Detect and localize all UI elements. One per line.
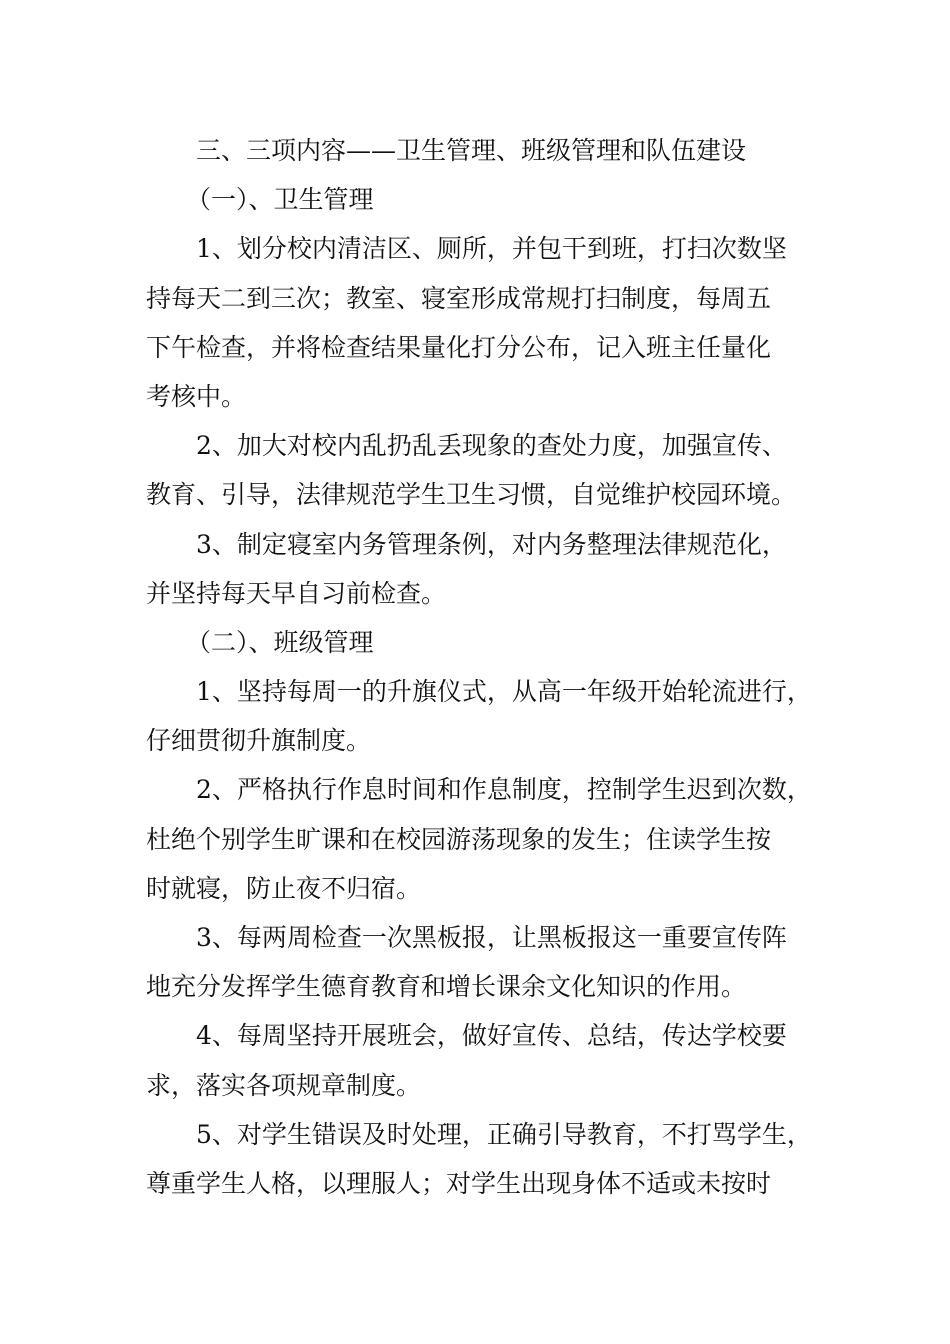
paragraph-line: 1、划分校内清洁区、厕所，并包干到班，打扫次数坚	[196, 234, 787, 264]
subsection-heading-class-management: （二）、班级管理	[186, 627, 374, 657]
paragraph-line: 5、对学生错误及时处理，正确引导教育，不打骂学生，	[196, 1119, 812, 1149]
section-heading: 三、三项内容——卫生管理、班级管理和队伍建设	[196, 136, 747, 165]
paragraph-line: 杜绝个别学生旷课和在校园游荡现象的发生；住读学生按	[146, 824, 772, 854]
paragraph-line: 尊重学生人格，以理服人；对学生出现身体不适或未按时	[146, 1168, 772, 1198]
paragraph-line: 仔细贯彻升旗制度。	[146, 726, 372, 756]
paragraph-line: 时就寝，防止夜不归宿。	[146, 873, 422, 903]
paragraph-line: 教育、引导，法律规范学生卫生习惯，自觉维护校园环境。	[146, 480, 797, 510]
paragraph-line: 2、加大对校内乱扔乱丢现象的查处力度，加强宣传、	[196, 431, 787, 461]
subsection-heading-hygiene: （一）、卫生管理	[186, 185, 374, 215]
paragraph-line: 2、严格执行作息时间和作息制度，控制学生迟到次数，	[196, 775, 812, 805]
paragraph-line: 并坚持每天早自习前检查。	[146, 578, 447, 608]
document-body	[146, 126, 812, 1208]
paragraph-line: 1、坚持每周一的升旗仪式，从高一年级开始轮流进行，	[196, 677, 812, 707]
paragraph-line: 考核中。	[146, 381, 247, 411]
paragraph-line: 下午检查，并将检查结果量化打分公布，记入班主任量化	[146, 332, 772, 362]
paragraph-line: 地充分发挥学生德育教育和增长课余文化知识的作用。	[146, 972, 747, 1002]
paragraph-line: 4、每周坚持开展班会，做好宣传、总结，传达学校要	[196, 1021, 787, 1051]
paragraph-line: 3、制定寝室内务管理条例，对内务整理法律规范化，	[196, 529, 787, 559]
paragraph-line: 3、每两周检查一次黑板报，让黑板报这一重要宣传阵	[196, 923, 787, 952]
paragraph-line: 持每天二到三次；教室、寝室形成常规打扫制度，每周五	[146, 283, 772, 313]
paragraph-line: 求，落实各项规章制度。	[146, 1070, 422, 1100]
